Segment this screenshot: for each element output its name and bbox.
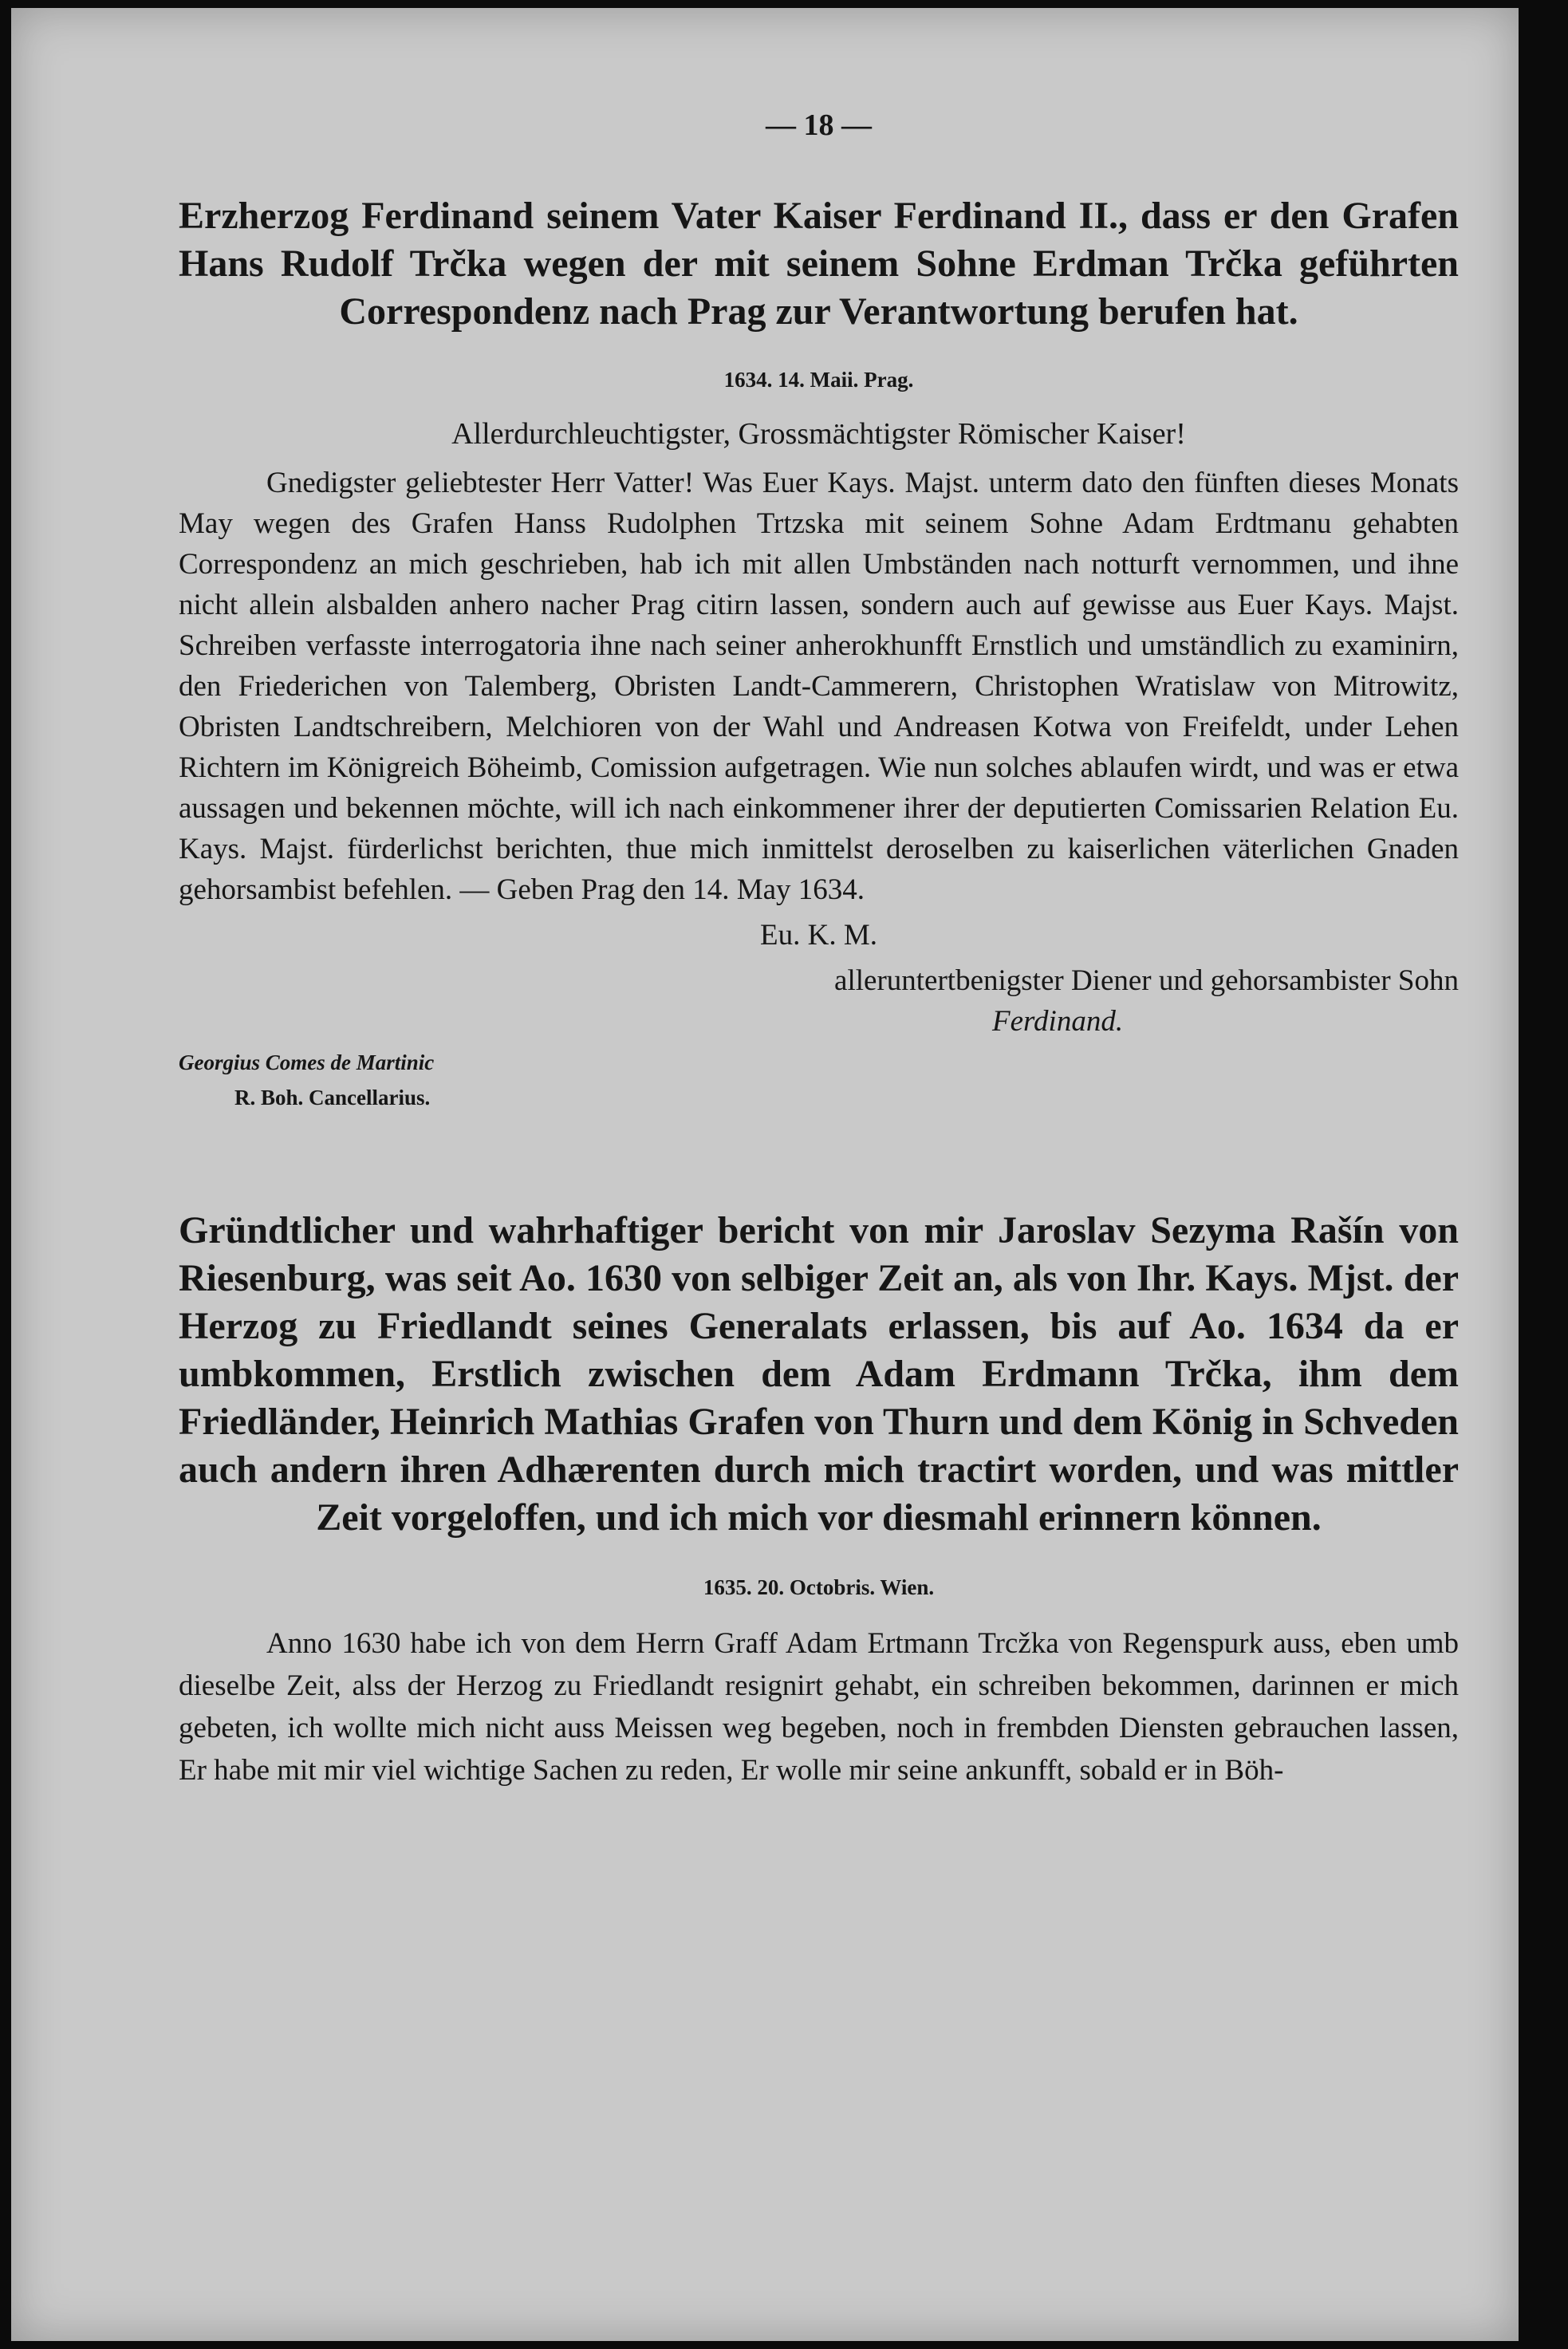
page-number: — 18 — xyxy=(766,108,872,142)
countersign-title: R. Boh. Cancellarius. xyxy=(234,1086,431,1109)
page-content xyxy=(179,108,1459,1791)
report-body xyxy=(179,1622,1459,1791)
section-2-heading: Gründtlicher und wahrhaftiger bericht von mir Jaroslav Sezyma Rašín von Riesenburg, was seit Ao. 1630 von selbiger Zeit an, als von Ihr. Kays. Mjst. der Herzog zu Friedlandt seines Generalats erlassen, bis auf Ao. 1634 da er umbkommen, Erstlich zwischen dem Adam Erdmann Trčka, ihm dem Friedländer, Heinrich Mathias Grafen von Thurn und dem König in Schveden auch andern ihren Adhærenten durch mich tractirt worden, und was mittler Zeit vorgeloffen, und ich mich vor diesmahl erinnern können. xyxy=(179,1209,1459,1539)
letter-body-text: Gnedigster geliebtester Herr Vatter! Was Euer Kays. Majst. unterm dato den fünften dieses Monats May wegen des Grafen Hanss Rudolphen Trtzska mit seinem Sohne Adam Erdtmanu gehabten Correspondenz an mich geschrieben, hab ich mit allen Umbständen nach notturft vernommen, und ihne nicht allein alsbalden anhero nacher Prag citirn lassen, sondern auch auf gewisse aus Euer Kays. Majst. Schreiben verfasste interrogatoria ihne nach seiner anherokhunfft Ernstlich und umständlich zu examinirn, den Friederichen von Talemberg, Obristen Landt-Cammerern, Christophen Wratislaw von Mitrowitz, Obristen Landtschreibern, Melchioren von der Wahl und Andreasen Kotwa von Freifeldt, under Lehen Richtern im Königreich Böheimb, Comission aufgetragen. Wie nun solches ablaufen wirdt, und was er etwa aussagen und bekennen möchte, will ich nach einkommener ihrer der deputierten Comissarien Relation Eu. Kays. Majst. fürderlichst berichten, thue mich inmittelst deroselben zu kaiserlichen väterlichen Gnaden gehorsambist befehlen. — Geben Prag den 14. May 1634. xyxy=(179,467,1459,906)
section-1-dateline: 1634. 14. Maii. Prag. xyxy=(723,368,914,392)
letter-salutation: Allerdurchleuchtigster, Grossmächtigster Römischer Kaiser! xyxy=(451,417,1186,451)
letter-closing-formula: alleruntertbenigster Diener und gehorsambister Sohn xyxy=(834,964,1459,997)
countersignature xyxy=(179,1045,1459,1115)
section-1-heading: Erzherzog Ferdinand seinem Vater Kaiser Ferdinand II., dass er den Grafen Hans Rudolf Trčka wegen der mit seinem Sohne Erdman Trčka geführten Correspondenz nach Prag zur Verantwortung berufen hat. xyxy=(179,195,1459,333)
letter-closing-address: Eu. K. M. xyxy=(760,919,877,952)
letter-signature: Ferdinand. xyxy=(992,1005,1124,1038)
document-page xyxy=(11,8,1519,2341)
section-2-dateline: 1635. 20. Octobris. Wien. xyxy=(703,1575,935,1599)
report-body-text: Anno 1630 habe ich von dem Herrn Graff Adam Ertmann Trcžka von Regenspurk auss, eben umb dieselbe Zeit, alss der Herzog zu Friedlandt resignirt gehabt, ein schreiben bekommen, darinnen er mich gebeten, ich wollte mich nicht auss Meissen weg begeben, noch in frembden Diensten gebrauchen lassen, Er habe mit mir viel wichtige Sachen zu reden, Er wolle mir seine ankunfft, sobald er in Böh- xyxy=(179,1627,1459,1787)
letter-body xyxy=(179,463,1459,910)
countersign-name: Georgius Comes de Martinic xyxy=(179,1050,435,1074)
